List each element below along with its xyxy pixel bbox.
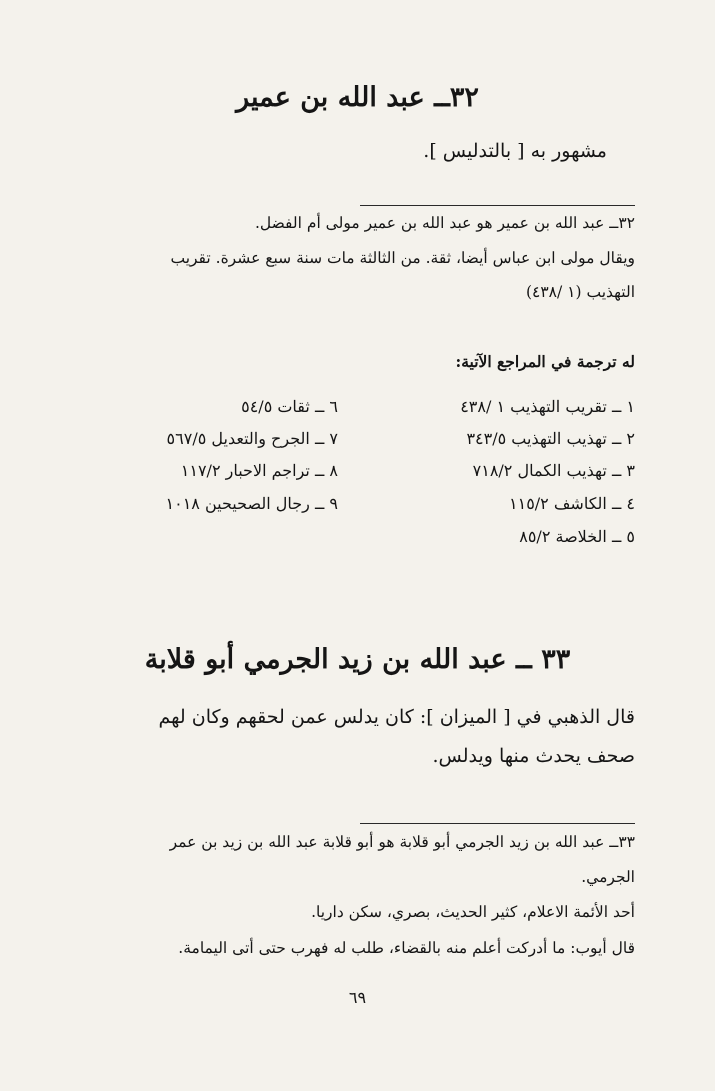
footnote-32-line1: ٣٢ــ عبد الله بن عمير هو عبد الله بن عمير مولى أم الفضل. <box>254 214 635 232</box>
references-heading: له ترجمة في المراجع الآتية: <box>455 352 635 371</box>
reference-item: ٢ ــ تهذيب التهذيب ٣٤٣/٥ <box>466 429 635 448</box>
reference-item: ٥ ــ الخلاصة ٨٥/٢ <box>519 527 635 546</box>
reference-item: ٤ ــ الكاشف ١١٥/٢ <box>509 494 635 513</box>
entry-32-text: مشهور به [ بالتدليس ]. <box>423 140 607 162</box>
footnote-divider <box>360 205 635 206</box>
footnote-33-line3: أحد الأئمة الاعلام، كثير الحديث، بصري، سكن داريا. <box>311 903 635 921</box>
entry-32-heading: ٣٢ــ عبد الله بن عمير <box>236 82 479 113</box>
footnote-33-line1: ٣٣ــ عبد الله بن زيد الجرمي أبو قلابة هو أبو قلابة عبد الله بن زيد بن عمر <box>169 833 635 851</box>
footnote-divider <box>360 823 635 824</box>
reference-item: ٨ ــ تراجم الاحبار ١١٧/٢ <box>180 461 338 480</box>
footnote-32-line3: التهذيب (١ /٤٣٨) <box>525 283 635 301</box>
entry-33-heading: ٣٣ ــ عبد الله بن زيد الجرمي أبو قلابة <box>144 644 571 675</box>
entry-33-text-line2: صحف يحدث منها ويدلس. <box>432 745 635 767</box>
reference-item: ٣ ــ تهذيب الكمال ٧١٨/٢ <box>472 461 635 480</box>
reference-item: ١ ــ تقريب التهذيب ١ /٤٣٨ <box>460 397 635 416</box>
reference-item: ٧ ــ الجرح والتعديل ٥٦٧/٥ <box>166 429 338 448</box>
footnote-33-line4: قال أيوب: ما أدركت أعلم منه بالقضاء، طلب له فهرب حتى أتى اليمامة. <box>178 939 635 957</box>
reference-item: ٩ ــ رجال الصحيحين ١٠١٨ <box>165 494 338 513</box>
page-number: ٦٩ <box>348 988 367 1007</box>
footnote-33-line2: الجرمي. <box>581 868 635 886</box>
footnote-32-line2: ويقال مولى ابن عباس أيضا، ثقة. من الثالثة مات سنة سبع عشرة. تقريب <box>170 249 635 267</box>
entry-33-text-line1: قال الذهبي في [ الميزان ]: كان يدلس عمن لحقهم وكان لهم <box>158 706 635 728</box>
reference-item: ٦ ــ ثقات ٥٤/٥ <box>241 397 338 416</box>
